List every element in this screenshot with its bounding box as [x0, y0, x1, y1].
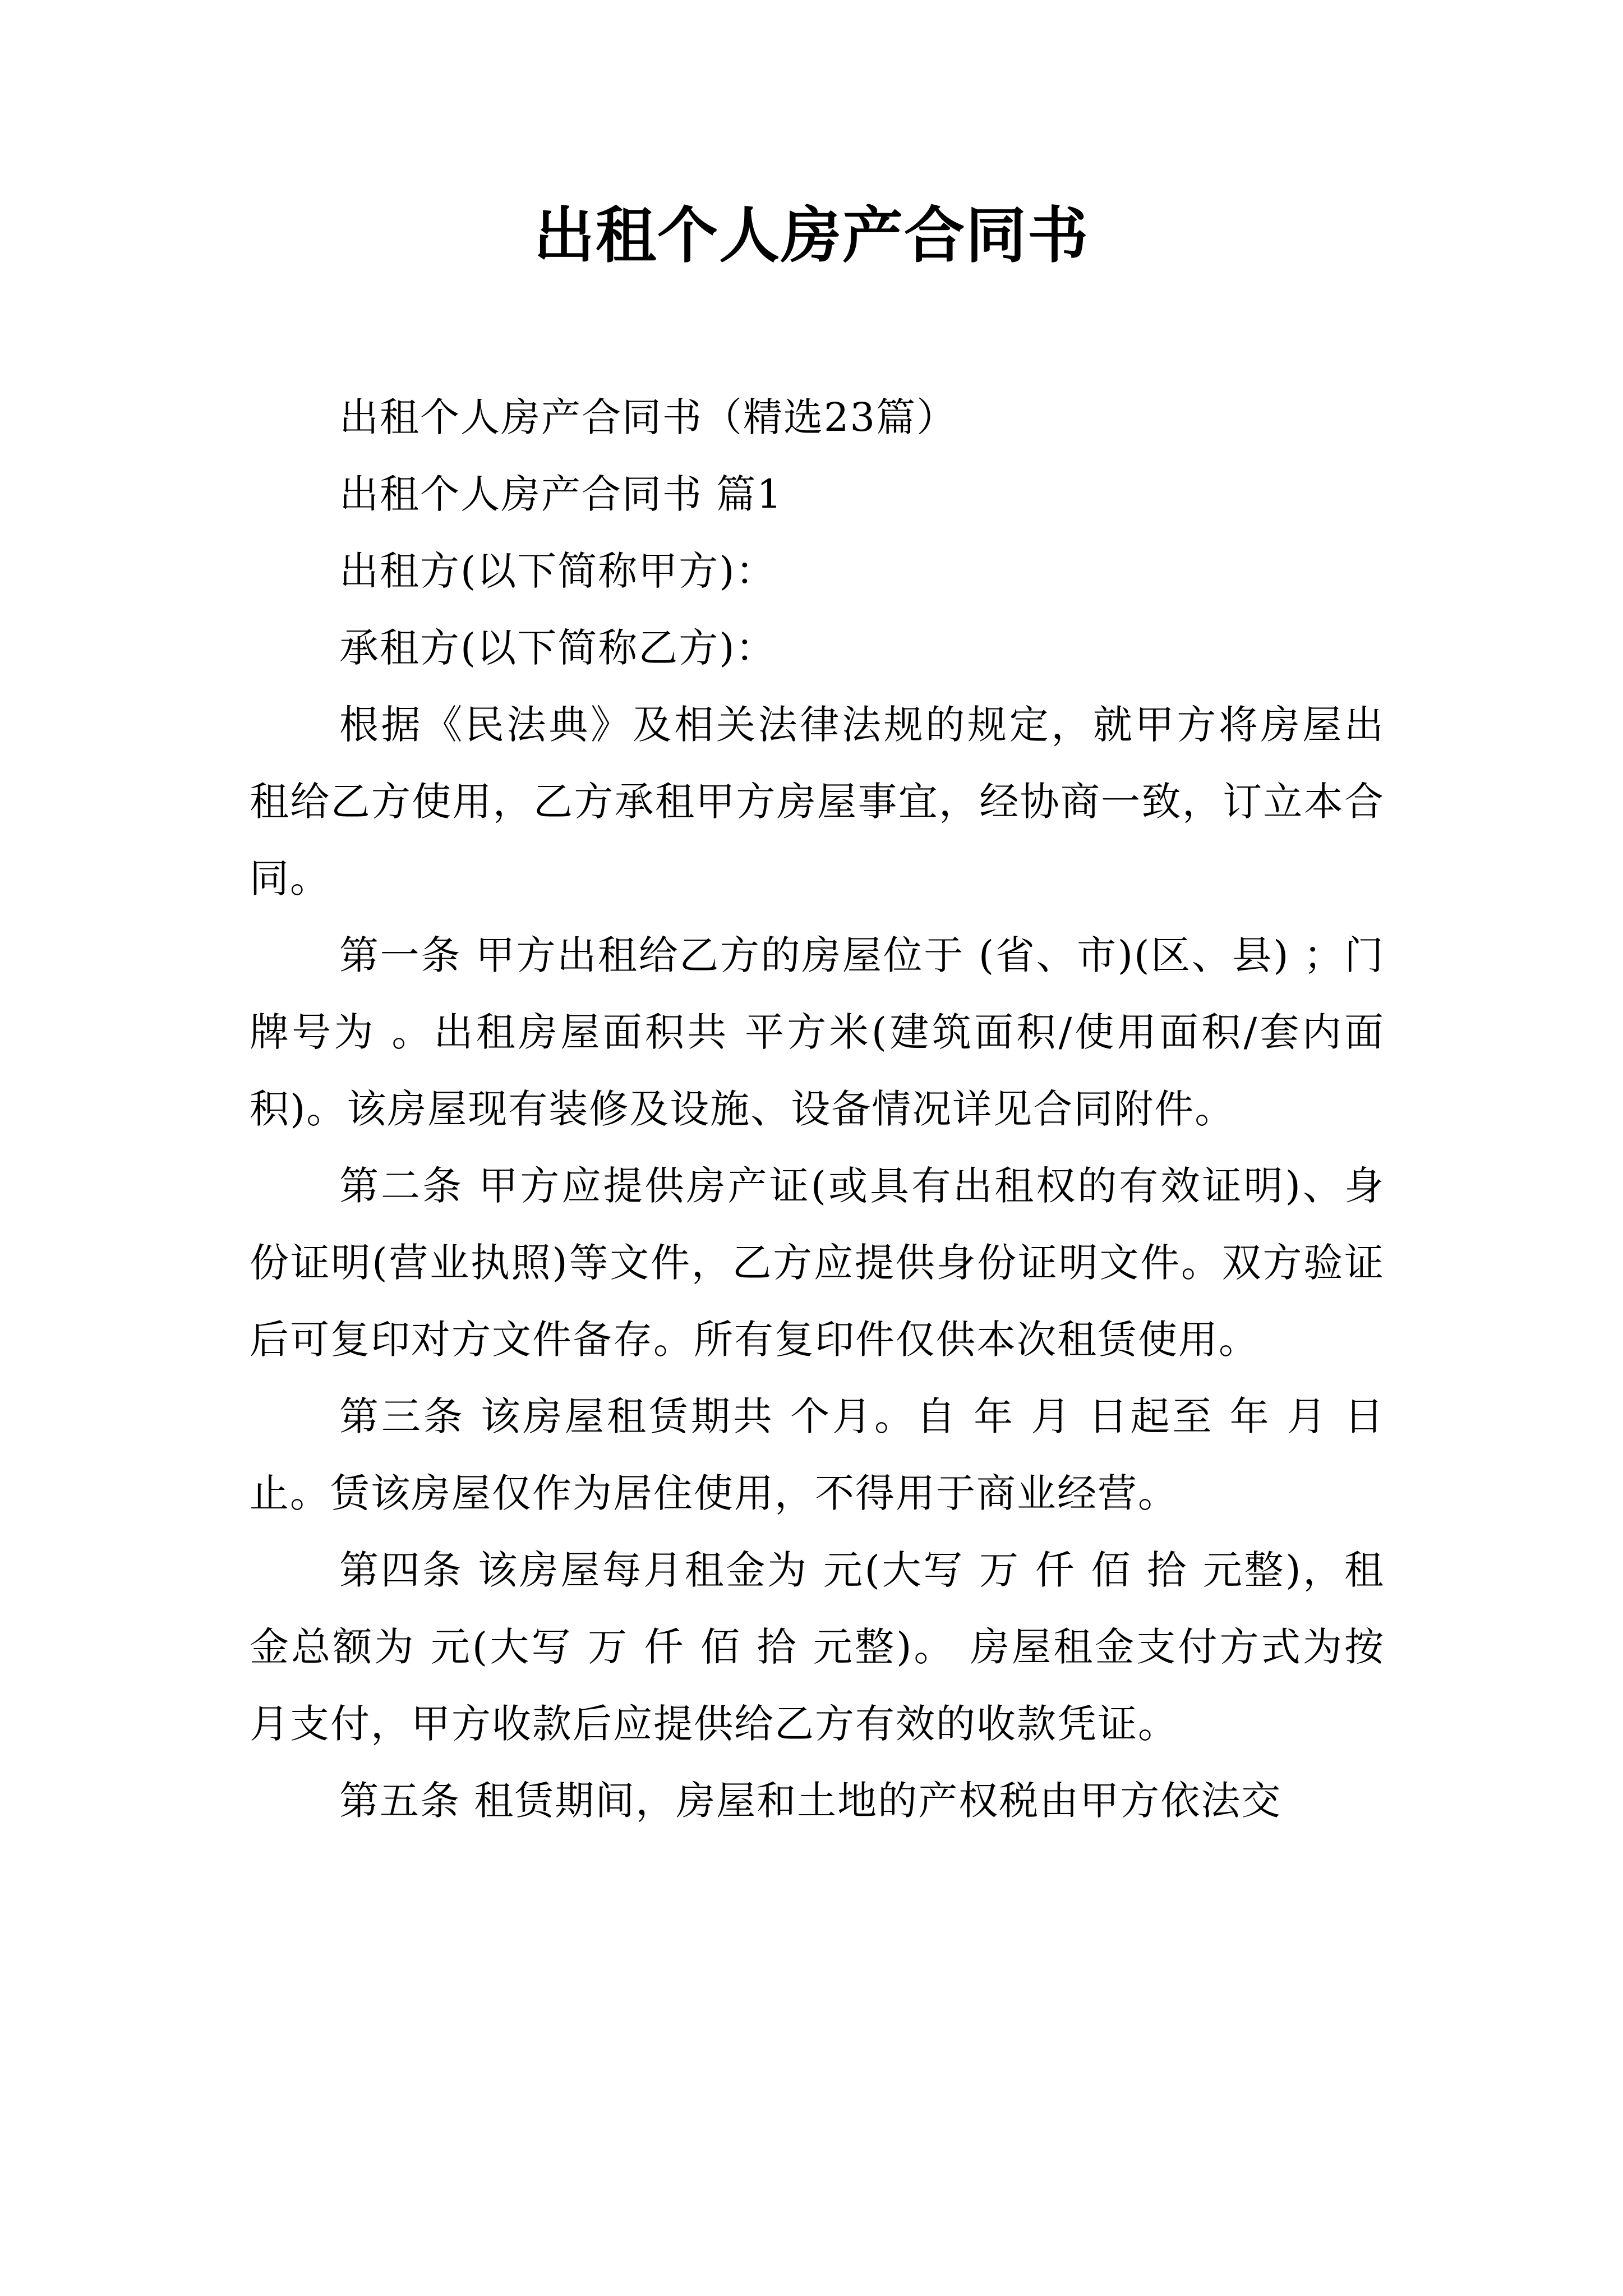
paragraph-article-5: 第五条 租赁期间，房屋和土地的产权税由甲方依法交 [339, 1778, 1282, 1824]
paragraph-lessor: 出租方(以下简称甲方)： [339, 548, 776, 594]
paragraph-article-3: 第三条 该房屋租赁期共 个月。自 年 月 日起至 年 月 日止。赁该房屋仅作为居住使用，不得用于商业经营。 [250, 1393, 1385, 1516]
paragraph-article-1: 第一条 甲方出租给乙方的房屋位于 (省、市)(区、县) ；门牌号为 。出租房屋面积共 平方米(建筑面积/使用面积/套内面积)。该房屋现有装修及设施、设备情况详见合同附件。 [250, 932, 1385, 1132]
paragraph-article-2: 第二条 甲方应提供房产证(或具有出租权的有效证明)、身份证明(营业执照)等文件，乙方应提供身份证明文件。双方验证后可复印对方文件备存。所有复印件仅供本次租赁使用。 [250, 1163, 1385, 1363]
paragraph-article-4: 第四条 该房屋每月租金为 元(大写 万 仟 佰 拾 元整)，租金总额为 元(大写 万 仟 佰 拾 元整)。 房屋租金支付方式为按月支付，甲方收款后应提供给乙方有效的收款凭证。 [250, 1547, 1385, 1747]
document-body [250, 379, 1385, 1839]
paragraph-preamble: 根据《民法典》及相关法律法规的规定，就甲方将房屋出租给乙方使用，乙方承租甲方房屋事宜，经协商一致，订立本合同。 [250, 702, 1385, 901]
paragraph-section-heading: 出租个人房产合同书 篇1 [339, 471, 783, 517]
paragraph-lessee: 承租方(以下简称乙方)： [339, 625, 776, 671]
paragraph-subtitle: 出租个人房产合同书（精选23篇） [339, 394, 957, 440]
document-title: 出租个人房产合同书 [533, 200, 1089, 271]
